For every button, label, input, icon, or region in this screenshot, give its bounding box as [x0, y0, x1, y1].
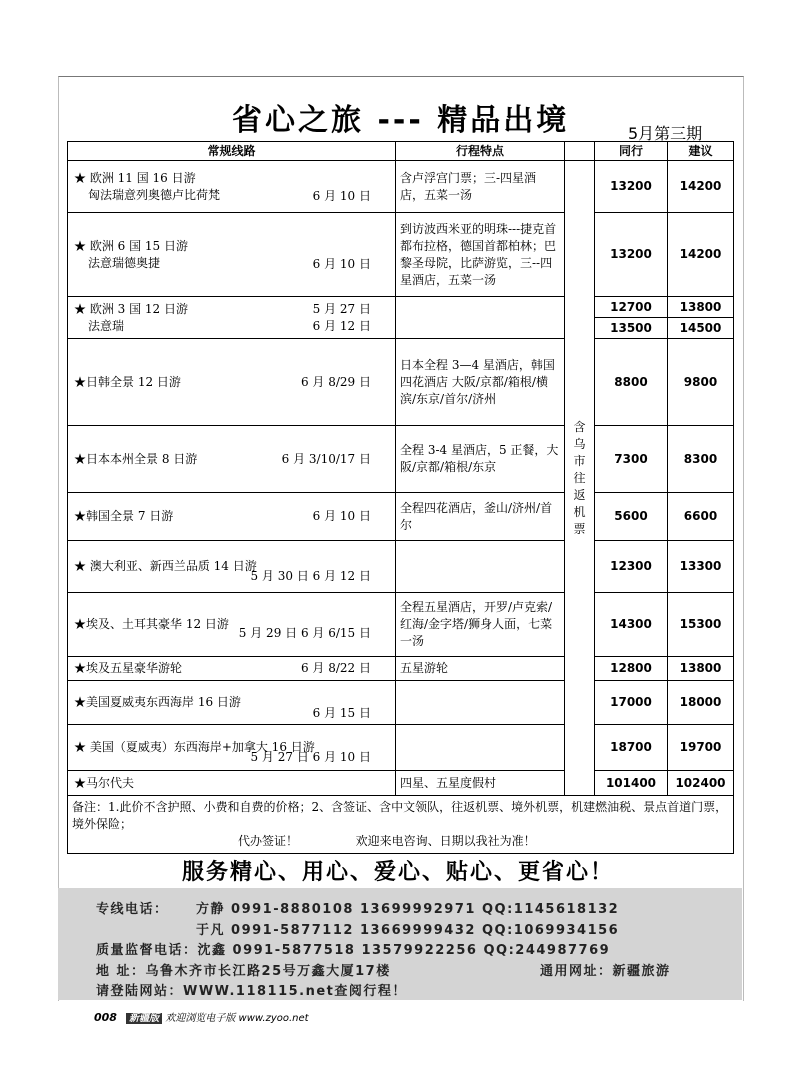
features-cell [396, 681, 565, 725]
hotline-label: 专线电话： [96, 902, 169, 917]
price-peer: 101400 [595, 771, 668, 796]
route-cell: ★ 欧洲 6 国 15 日游 法意瑞德奥捷 6 月 10 日 [68, 213, 396, 297]
route-cell: ★埃及、土耳其豪华 12 日游 5 月 29 日 6 月 6/15 日 [68, 593, 396, 657]
table-row [68, 657, 734, 681]
airfare-note-cell: 含乌市往返机票 [565, 161, 595, 796]
price-suggest: 6600 [668, 493, 734, 541]
website-line: 请登陆网站：WWW.118115.net查阅行程！ [96, 984, 407, 999]
issue-label: 5月第三期 [628, 124, 703, 143]
remark-text: 备注：1.此价不含护照、小费和自费的价格；2、含签证、含中文领队，往返机票、境外机票，机建燃油税、景点首道门票，境外保险； [72, 800, 728, 831]
header-features: 行程特点 [396, 142, 565, 161]
route-cell: ★美国夏威夷东西海岸 16 日游 6 月 15 日 [68, 681, 396, 725]
header-route: 常规线路 [68, 142, 396, 161]
features-cell: 全程四花酒店，釜山/济州/首尔 [396, 493, 565, 541]
price-peer-2: 13500 [595, 318, 668, 339]
price-peer: 8800 [595, 339, 668, 426]
features-cell: 日本全程 3—4 星酒店，韩国四花酒店 大阪/京都/箱根/横滨/东京/首尔/济州 [396, 339, 565, 426]
price-suggest: 13300 [668, 541, 734, 593]
price-peer: 12700 [595, 297, 668, 318]
price-peer: 12800 [595, 657, 668, 681]
price-suggest-2: 14500 [668, 318, 734, 339]
table-row [68, 426, 734, 493]
header-blank [565, 142, 595, 161]
price-peer: 5600 [595, 493, 668, 541]
price-peer: 13200 [595, 161, 668, 213]
features-cell: 含卢浮宫门票；三-四星酒店，五菜一汤 [396, 161, 565, 213]
address-line: 地 址：乌鲁木齐市长江路25号万鑫大厦17楼 [96, 964, 391, 979]
table-row [68, 339, 734, 426]
features-cell [396, 297, 565, 339]
features-cell: 全程 3-4 星酒店，5 正餐，大阪/京都/箱根/东京 [396, 426, 565, 493]
page-footer [94, 1009, 309, 1024]
route-cell: ★埃及五星豪华游轮 6 月 8/22 日 [68, 657, 396, 681]
table-row [68, 593, 734, 657]
features-cell: 全程五星酒店，开罗/卢克索/红海/金字塔/狮身人面，七菜一汤 [396, 593, 565, 657]
features-cell: 五星游轮 [396, 657, 565, 681]
table-header [68, 142, 734, 161]
route-cell: ★ 澳大利亚、新西兰品质 14 日游 5 月 30 日 6 月 12 日 [68, 541, 396, 593]
price-suggest: 18000 [668, 681, 734, 725]
table-row [68, 161, 734, 213]
route-cell: ★日本本州全景 8 日游 6 月 3/10/17 日 [68, 426, 396, 493]
price-suggest: 19700 [668, 725, 734, 771]
price-suggest: 14200 [668, 213, 734, 297]
price-peer: 12300 [595, 541, 668, 593]
route-cell: ★韩国全景 7 日游 6 月 10 日 [68, 493, 396, 541]
price-suggest: 102400 [668, 771, 734, 796]
remark-row [68, 796, 734, 854]
price-suggest: 15300 [668, 593, 734, 657]
footer-link-text[interactable]: 欢迎浏览电子版 www.zyoo.net [165, 1013, 309, 1024]
table-row [68, 297, 734, 318]
price-peer: 17000 [595, 681, 668, 725]
table-row [68, 771, 734, 796]
consult-note: 欢迎来电咨询、日期以我社为准！ [355, 834, 536, 848]
remark-cell [68, 796, 734, 854]
route-cell: ★ 美国（夏威夷）东西海岸+加拿大 16 日游 5 月 27 日 6 月 10 日 [68, 725, 396, 771]
features-cell [396, 541, 565, 593]
supervision-line: 质量监督电话：沈鑫 0991-5877518 13579922256 QQ:244987769 [96, 943, 611, 958]
table-row [68, 541, 734, 593]
features-cell: 到访波西米亚的明珠---捷克首都布拉格，德国首都柏林；巴黎圣母院，比萨游览，三--四星酒店，五菜一汤 [396, 213, 565, 297]
table-row [68, 725, 734, 771]
edition-badge: 新疆版 [126, 1013, 162, 1024]
contact-panel [58, 888, 742, 1000]
tour-price-table [67, 141, 734, 854]
header-suggest: 建议 [668, 142, 734, 161]
route-cell: ★ 欧洲 11 国 16 日游 匈法瑞意列奥德卢比荷梵 6 月 10 日 [68, 161, 396, 213]
header-peer: 同行 [595, 142, 668, 161]
features-cell [396, 725, 565, 771]
hotline-2: 于凡 0991-5877112 13669999432 QQ:1069934156 [196, 923, 620, 938]
price-peer: 14300 [595, 593, 668, 657]
visa-service-note: 代办签证！ [238, 834, 299, 848]
price-suggest: 13800 [668, 297, 734, 318]
price-peer: 7300 [595, 426, 668, 493]
table-row [68, 213, 734, 297]
table-row [68, 681, 734, 725]
hotline-1: 方静 0991-8880108 13699992971 QQ:1145618132 [196, 902, 620, 917]
price-peer: 18700 [595, 725, 668, 771]
price-suggest: 13800 [668, 657, 734, 681]
general-url: 通用网址：新疆旅游 [540, 964, 671, 979]
service-slogan: 服务精心、用心、爱心、贴心、更省心！ [182, 860, 615, 885]
price-peer: 13200 [595, 213, 668, 297]
page-number: 008 [94, 1011, 117, 1024]
route-cell: ★ 欧洲 3 国 12 日游 法意瑞 5 月 27 日 6 月 12 日 [68, 297, 396, 339]
features-cell: 四星、五星度假村 [396, 771, 565, 796]
price-suggest: 8300 [668, 426, 734, 493]
table-row [68, 493, 734, 541]
price-suggest: 9800 [668, 339, 734, 426]
price-suggest: 14200 [668, 161, 734, 213]
route-cell: ★日韩全景 12 日游 6 月 8/29 日 [68, 339, 396, 426]
route-cell: ★马尔代夫 [68, 771, 396, 796]
page-title: 省心之旅 --- 精品出境 [232, 103, 570, 138]
